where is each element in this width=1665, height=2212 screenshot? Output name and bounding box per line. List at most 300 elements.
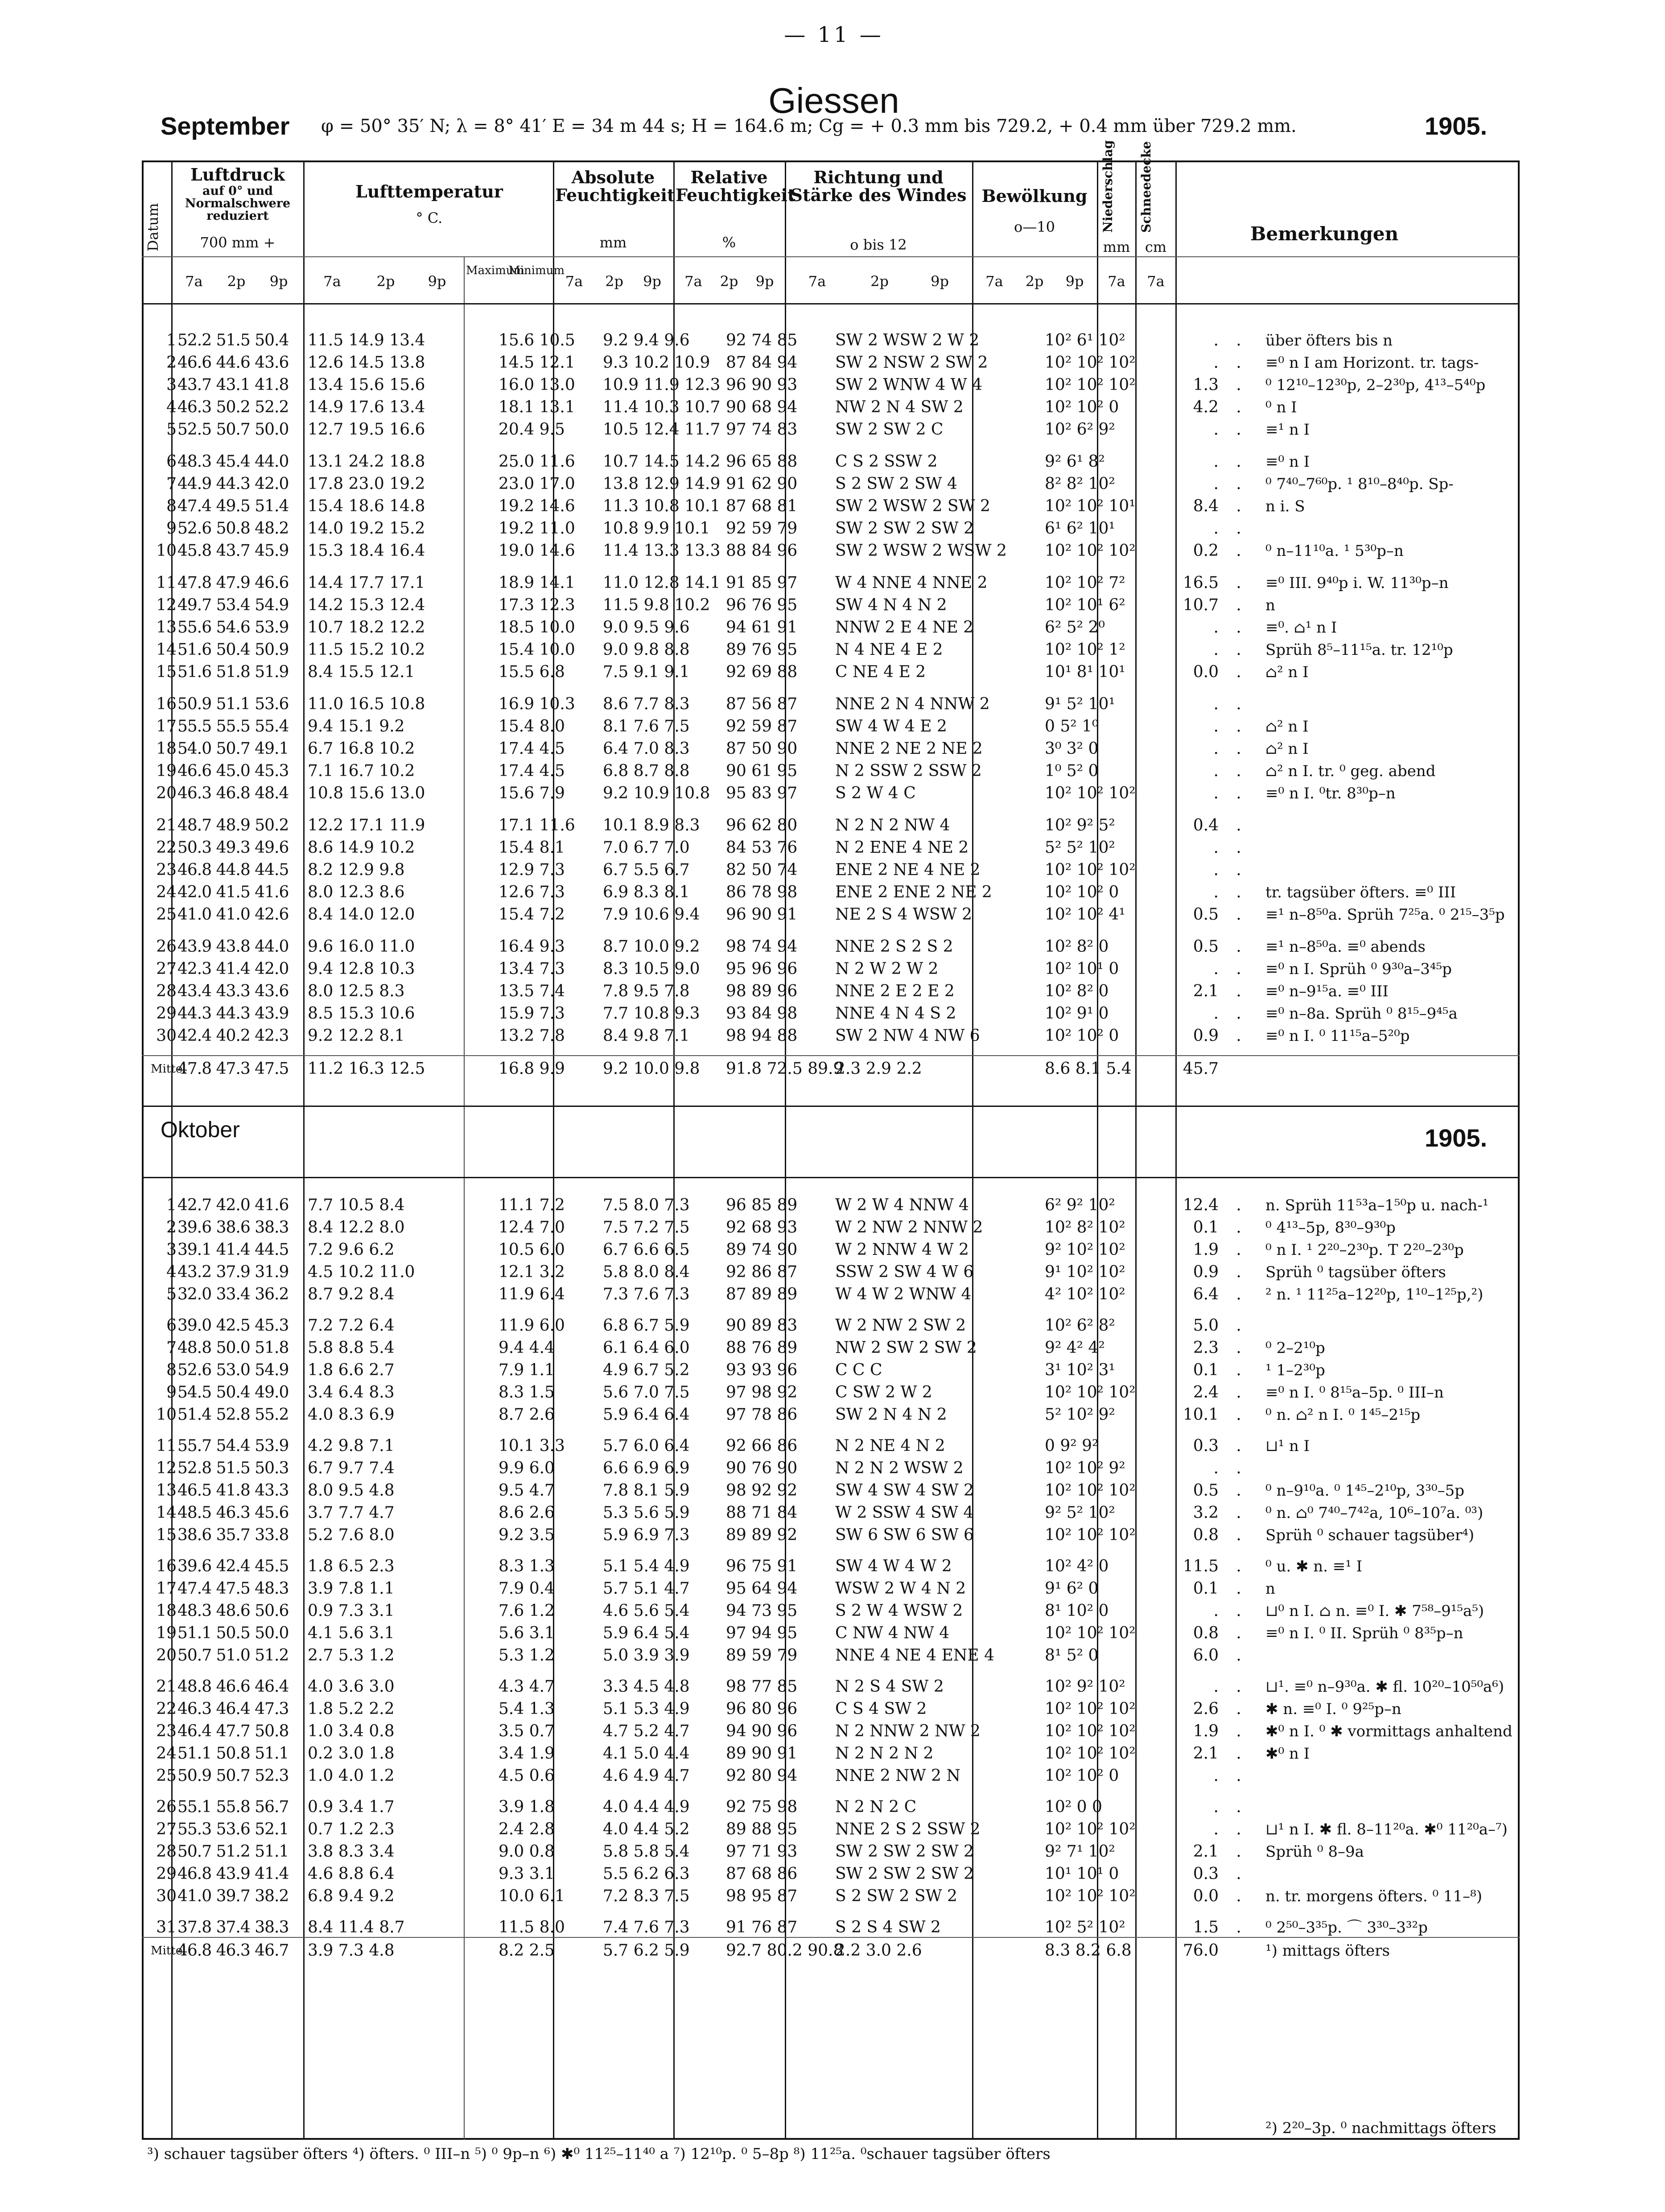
cloud-cell: 10² 10² 10² <box>1045 1481 1136 1500</box>
precip-cell: 6.0 <box>1193 1646 1219 1665</box>
pressure-cell: 52.6 50.8 48.2 <box>177 519 289 538</box>
precip-cell: 4.2 <box>1193 398 1219 416</box>
max-min-cell: 15.9 7.3 <box>499 1004 565 1023</box>
rel-humidity-cell: 92 59 79 <box>726 519 798 538</box>
remarks-cell: ⁰ n I. ¹ 2²⁰–2³⁰p. T 2²⁰–2³⁰p <box>1265 1241 1464 1259</box>
pressure-cell: 55.1 55.8 56.7 <box>177 1798 289 1816</box>
abs-humidity-cell: 6.9 8.3 8.1 <box>603 883 690 901</box>
remarks-cell: ⁰ u. ✱ n. ≡¹ I <box>1265 1558 1363 1575</box>
rel-humidity-cell: 92 66 86 <box>726 1437 798 1455</box>
day-cell: 1 <box>166 1196 177 1214</box>
cloud-cell: 10² 10² 9² <box>1045 1459 1125 1477</box>
wind-cell: S 2 S 4 SW 2 <box>835 1918 941 1937</box>
day-cell: 26 <box>156 1798 177 1816</box>
day-cell: 30 <box>156 1027 177 1045</box>
station-coordinates: φ = 50° 35′ N; λ = 8° 41′ E = 34 m 44 s; H = 164.6 m; Cg = + 0.3 mm bis 729.2, + 0.4 mm über 729.2 mm. <box>321 116 1297 136</box>
hour-7a: 7a <box>185 273 203 290</box>
pressure-cell: 44.3 44.3 43.9 <box>177 1004 289 1023</box>
max-min-cell: 9.4 4.4 <box>499 1339 555 1357</box>
remarks-cell: ⁰ n I <box>1265 399 1297 416</box>
max-min-cell: 12.6 7.3 <box>499 883 565 901</box>
header-temperature-unit: ° C. <box>416 210 443 226</box>
precip-cell: 2.1 <box>1193 1842 1219 1861</box>
snow-cell: . <box>1236 497 1241 515</box>
remarks-cell: ¹) mittags öfters <box>1265 1942 1390 1960</box>
rel-humidity-cell: 94 73 95 <box>726 1602 798 1620</box>
remarks-cell: n <box>1265 1580 1275 1598</box>
snow-cell: . <box>1236 1602 1241 1620</box>
rel-humidity-cell: 88 84 96 <box>726 542 798 560</box>
snow-cell: . <box>1236 1196 1241 1214</box>
temperature-cell: 1.0 3.4 0.8 <box>308 1722 395 1740</box>
temperature-cell: 10.8 15.6 13.0 <box>308 784 425 802</box>
precip-cell: 2.6 <box>1193 1700 1219 1718</box>
wind-cell: W 2 SSW 4 SW 4 <box>835 1504 974 1522</box>
remarks-cell: ⁰ 4¹³–5p, 8³⁰–9³⁰p <box>1265 1219 1396 1237</box>
rel-humidity-cell: 98 89 96 <box>726 982 798 1000</box>
abs-humidity-cell: 9.0 9.8 8.8 <box>603 641 690 659</box>
snow-cell: . <box>1236 1865 1241 1883</box>
max-min-cell: 7.9 0.4 <box>499 1579 555 1598</box>
day-cell: 8 <box>166 497 177 515</box>
day-cell: 15 <box>156 1526 177 1544</box>
precip-cell: 0.3 <box>1193 1437 1219 1455</box>
month-september: September <box>161 112 290 140</box>
temperature-cell: 9.4 15.1 9.2 <box>308 717 405 736</box>
max-min-cell: 9.3 3.1 <box>499 1865 555 1883</box>
max-min-cell: 8.3 1.5 <box>499 1383 555 1402</box>
day-cell: 27 <box>156 1820 177 1838</box>
day-cell: 11 <box>156 1437 177 1455</box>
temperature-cell: 8.5 15.3 10.6 <box>308 1004 415 1023</box>
rel-humidity-cell: 98 77 85 <box>726 1678 798 1696</box>
precip-cell: . <box>1213 861 1219 879</box>
rel-humidity-cell: 92 68 93 <box>726 1218 798 1237</box>
abs-humidity-cell: 7.9 10.6 9.4 <box>603 905 700 924</box>
snow-cell: . <box>1236 1678 1241 1696</box>
abs-humidity-cell: 8.4 9.8 7.1 <box>603 1027 690 1045</box>
abs-humidity-cell: 9.2 10.0 9.8 <box>603 1060 700 1078</box>
precip-cell: . <box>1213 784 1219 802</box>
pressure-cell: 50.9 50.7 52.3 <box>177 1767 289 1785</box>
remarks-cell: ⁰ 2⁵⁰–3³⁵p. ⌒ 3³⁰–3³²p <box>1265 1919 1428 1937</box>
precip-cell: 10.1 <box>1183 1406 1219 1424</box>
cloud-cell: 9² 7¹ 10² <box>1045 1842 1115 1861</box>
abs-humidity-cell: 7.7 10.8 9.3 <box>603 1004 700 1023</box>
temperature-cell: 4.6 8.8 6.4 <box>308 1865 395 1883</box>
day-cell: 23 <box>156 1722 177 1740</box>
day-cell: 28 <box>156 1842 177 1861</box>
temperature-cell: 3.9 7.3 4.8 <box>308 1941 395 1960</box>
temperature-cell: 13.4 15.6 15.6 <box>308 376 425 394</box>
remarks-cell: ⁰ n. ⌂⁰ 7⁴⁰–7⁴²a, 10⁶–10⁷a. ⁰³) <box>1265 1504 1484 1522</box>
abs-humidity-cell: 9.2 9.4 9.6 <box>603 331 690 349</box>
temperature-cell: 11.2 16.3 12.5 <box>308 1060 425 1078</box>
wind-cell: SW 2 WNW 4 W 4 <box>835 376 983 394</box>
snow-cell: . <box>1236 1526 1241 1544</box>
snow-cell: . <box>1236 618 1241 637</box>
wind-cell: N 2 ENE 4 NE 2 <box>835 839 969 857</box>
precip-cell: . <box>1213 883 1219 901</box>
cloud-cell: 10² 10² 10² <box>1045 1624 1136 1642</box>
table-row <box>142 1055 1520 1082</box>
snow-cell: . <box>1236 398 1241 416</box>
pressure-cell: 51.4 52.8 55.2 <box>177 1406 289 1424</box>
hour-7a: 7a <box>684 273 702 290</box>
cloud-cell: 10² 10² 10² <box>1045 1744 1136 1763</box>
max-min-cell: 8.7 2.6 <box>499 1406 555 1424</box>
wind-cell: N 2 NE 4 N 2 <box>835 1437 945 1455</box>
day-cell: 4 <box>166 1263 177 1281</box>
day-cell: 9 <box>166 1383 177 1402</box>
remarks-cell: ≡⁰ n I am Horizont. tr. tags- <box>1265 354 1479 372</box>
pressure-cell: 52.5 50.7 50.0 <box>177 420 289 439</box>
hour-2p: 2p <box>227 273 246 290</box>
pressure-cell: 50.7 51.0 51.2 <box>177 1646 289 1665</box>
temperature-cell: 0.2 3.0 1.8 <box>308 1744 395 1763</box>
abs-humidity-cell: 5.3 5.6 5.9 <box>603 1504 690 1522</box>
rel-humidity-cell: 97 78 86 <box>726 1406 798 1424</box>
rel-humidity-cell: 90 89 83 <box>726 1316 798 1335</box>
pressure-cell: 39.0 42.5 45.3 <box>177 1316 289 1335</box>
precip-cell: 0.8 <box>1193 1624 1219 1642</box>
wind-cell: W 2 NW 2 SW 2 <box>835 1316 966 1335</box>
wind-cell: SW 4 W 4 W 2 <box>835 1557 952 1575</box>
max-min-cell: 23.0 17.0 <box>499 475 575 493</box>
wind-cell: N 2 W 2 W 2 <box>835 960 939 978</box>
remarks-cell: Sprüh ⁰ tagsüber öfters <box>1265 1263 1446 1281</box>
temperature-cell: 4.0 3.6 3.0 <box>308 1678 395 1696</box>
rel-humidity-cell: 98 94 88 <box>726 1027 798 1045</box>
rel-humidity-cell: 96 65 88 <box>726 452 798 471</box>
max-min-cell: 8.2 2.5 <box>499 1941 555 1960</box>
cloud-cell: 10² 8² 10² <box>1045 1218 1125 1237</box>
wind-cell: C SW 2 W 2 <box>835 1383 932 1402</box>
station-title: Giessen <box>768 81 899 120</box>
abs-humidity-cell: 5.1 5.4 4.9 <box>603 1557 690 1575</box>
day-cell: 6 <box>166 452 177 471</box>
max-min-cell: 13.4 7.3 <box>499 960 565 978</box>
rel-humidity-cell: 96 62 80 <box>726 816 798 835</box>
wind-cell: NNE 4 NE 4 ENE 4 <box>835 1646 995 1665</box>
snow-cell: . <box>1236 861 1241 879</box>
pressure-cell: 55.7 54.4 53.9 <box>177 1437 289 1455</box>
wind-cell: SW 2 NW 4 NW 6 <box>835 1027 980 1045</box>
snow-cell: . <box>1236 1241 1241 1259</box>
max-min-cell: 9.5 4.7 <box>499 1481 555 1500</box>
wind-cell: C S 4 SW 2 <box>835 1700 927 1718</box>
snow-cell: . <box>1236 1504 1241 1522</box>
snow-cell: . <box>1236 1646 1241 1665</box>
snow-cell: . <box>1236 376 1241 394</box>
max-min-cell: 18.1 13.1 <box>499 398 575 416</box>
cloud-cell: 9² 5² 10² <box>1045 1504 1115 1522</box>
abs-humidity-cell: 3.3 4.5 4.8 <box>603 1678 690 1696</box>
day-cell: 18 <box>156 1602 177 1620</box>
remarks-cell: n. Sprüh 11⁵³a–1⁵⁰p u. nach-¹ <box>1265 1196 1489 1214</box>
rel-humidity-cell: 96 76 95 <box>726 596 798 614</box>
cloud-cell: 10² 10² 1² <box>1045 641 1125 659</box>
wind-cell: SW 4 N 4 N 2 <box>835 596 947 614</box>
snow-cell: . <box>1236 982 1241 1000</box>
pressure-cell: 54.0 50.7 49.1 <box>177 740 289 758</box>
day-cell: 29 <box>156 1865 177 1883</box>
abs-humidity-cell: 10.7 14.5 14.2 <box>603 452 721 471</box>
temperature-cell: 12.7 19.5 16.6 <box>308 420 425 439</box>
table-row <box>142 1763 1520 1789</box>
abs-humidity-cell: 5.9 6.4 6.4 <box>603 1406 690 1424</box>
remarks-cell: ⌂² n I <box>1265 718 1309 736</box>
max-min-cell: 16.9 10.3 <box>499 695 575 713</box>
abs-humidity-cell: 5.9 6.9 7.3 <box>603 1526 690 1544</box>
hour-9p: 9p <box>931 273 949 290</box>
pressure-cell: 51.6 51.8 51.9 <box>177 663 289 681</box>
hour-7a: 7a <box>323 273 341 290</box>
max-min-cell: 3.4 1.9 <box>499 1744 555 1763</box>
day-cell: 19 <box>156 1624 177 1642</box>
max-min-cell: 19.2 14.6 <box>499 497 575 515</box>
precip-cell: 6.4 <box>1193 1285 1219 1303</box>
precip-cell: 0.8 <box>1193 1526 1219 1544</box>
remarks-cell: ⁰ n–11¹⁰a. ¹ 5³⁰p–n <box>1265 542 1404 560</box>
max-min-cell: 11.9 6.0 <box>499 1316 565 1335</box>
temperature-cell: 8.7 9.2 8.4 <box>308 1285 395 1303</box>
wind-cell: C NW 4 NW 4 <box>835 1624 950 1642</box>
wind-cell: N 4 NE 4 E 2 <box>835 641 943 659</box>
max-min-cell: 10.5 6.0 <box>499 1241 565 1259</box>
cloud-cell: 10² 10² 10¹ <box>1045 497 1136 515</box>
rel-humidity-cell: 89 89 92 <box>726 1526 798 1544</box>
precip-cell: . <box>1213 475 1219 493</box>
temperature-cell: 13.1 24.2 18.8 <box>308 452 425 471</box>
max-min-cell: 15.4 8.0 <box>499 717 565 736</box>
day-cell: 7 <box>166 1339 177 1357</box>
day-cell: 21 <box>156 816 177 835</box>
month-october: Oktober <box>161 1117 240 1142</box>
pressure-cell: 46.6 44.6 43.6 <box>177 354 289 372</box>
precip-cell: . <box>1213 1767 1219 1785</box>
max-min-cell: 5.6 3.1 <box>499 1624 555 1642</box>
cloud-cell: 10² 10² 10² <box>1045 784 1136 802</box>
header-rel-humidity-unit: % <box>722 234 736 251</box>
hour-2p: 2p <box>376 273 395 290</box>
wind-cell: W 2 W 4 NNW 4 <box>835 1196 969 1214</box>
max-min-cell: 16.0 13.0 <box>499 376 575 394</box>
snow-cell: . <box>1236 475 1241 493</box>
snow-cell: . <box>1236 542 1241 560</box>
snow-cell: . <box>1236 574 1241 592</box>
rel-humidity-cell: 97 98 92 <box>726 1383 798 1402</box>
rel-humidity-cell: 87 84 94 <box>726 354 798 372</box>
section-line <box>142 1106 1520 1107</box>
rel-humidity-cell: 89 88 95 <box>726 1820 798 1838</box>
day-cell: 30 <box>156 1887 177 1905</box>
wind-cell: 2.2 3.0 2.6 <box>835 1941 922 1960</box>
temperature-cell: 17.8 23.0 19.2 <box>308 475 425 493</box>
temperature-cell: 8.4 12.2 8.0 <box>308 1218 405 1237</box>
remarks-cell: ⌂² n I <box>1265 663 1309 681</box>
max-min-cell: 19.2 11.0 <box>499 519 575 538</box>
cloud-cell: 10² 6² 9² <box>1045 420 1115 439</box>
temperature-cell: 12.6 14.5 13.8 <box>308 354 425 372</box>
header-remarks: Bemerkungen <box>1250 223 1399 245</box>
wind-cell: NNE 2 S 2 S 2 <box>835 937 953 956</box>
header-rel-humidity: Relative Feuchtigkeit <box>676 167 795 205</box>
temperature-cell: 3.8 8.3 3.4 <box>308 1842 395 1861</box>
rel-humidity-cell: 92 69 88 <box>726 663 798 681</box>
snow-cell: . <box>1236 1918 1241 1937</box>
cloud-cell: 9² 10² 10² <box>1045 1241 1125 1259</box>
year-label: 1905. <box>1425 112 1488 140</box>
snow-cell: . <box>1236 1263 1241 1281</box>
day-cell: 26 <box>156 937 177 956</box>
rel-humidity-cell: 91.8 72.5 89.9 <box>726 1060 844 1078</box>
precip-cell: 0.4 <box>1193 816 1219 835</box>
cloud-cell: 8.3 8.2 6.8 <box>1045 1941 1132 1960</box>
temperature-cell: 10.7 18.2 12.2 <box>308 618 425 637</box>
pressure-cell: 47.8 47.3 47.5 <box>177 1060 289 1078</box>
header-pressure: Luftdruck <box>190 164 285 185</box>
snow-cell: . <box>1236 1437 1241 1455</box>
temperature-cell: 11.5 15.2 10.2 <box>308 641 425 659</box>
max-min-cell: 19.0 14.6 <box>499 542 575 560</box>
abs-humidity-cell: 5.6 7.0 7.5 <box>603 1383 690 1402</box>
remarks-cell: ≡⁰ n–9¹⁵a. ≡⁰ III <box>1265 983 1389 1000</box>
wind-cell: N 2 N 2 NW 4 <box>835 816 950 835</box>
temperature-cell: 0.9 3.4 1.7 <box>308 1798 395 1816</box>
day-cell: 24 <box>156 1744 177 1763</box>
wind-cell: SW 6 SW 6 SW 6 <box>835 1526 974 1544</box>
max-min-cell: 12.1 3.2 <box>499 1263 565 1281</box>
cloud-cell: 10² 10² 10² <box>1045 1887 1136 1905</box>
max-min-cell: 25.0 11.6 <box>499 452 575 471</box>
precip-cell: . <box>1213 331 1219 349</box>
rel-humidity-cell: 93 93 96 <box>726 1361 798 1379</box>
precip-cell: . <box>1213 717 1219 736</box>
pressure-cell: 50.9 51.1 53.6 <box>177 695 289 713</box>
snow-cell: . <box>1236 717 1241 736</box>
abs-humidity-cell: 4.1 5.0 4.4 <box>603 1744 690 1763</box>
wind-cell: NNE 2 S 2 SSW 2 <box>835 1820 981 1838</box>
snow-cell: . <box>1236 1481 1241 1500</box>
remarks-cell: ⊔¹ n I. ✱ fl. 8–11²⁰a. ✱⁰ 11²⁰a–⁷) <box>1265 1821 1508 1838</box>
rel-humidity-cell: 92 74 85 <box>726 331 798 349</box>
rel-humidity-cell: 96 85 89 <box>726 1196 798 1214</box>
day-cell: 12 <box>156 596 177 614</box>
abs-humidity-cell: 10.1 8.9 8.3 <box>603 816 700 835</box>
day-cell: 28 <box>156 982 177 1000</box>
max-min-cell: 10.0 6.1 <box>499 1887 565 1905</box>
temperature-cell: 14.2 15.3 12.4 <box>308 596 425 614</box>
header-max: Maximum <box>466 264 525 277</box>
abs-humidity-cell: 7.3 7.6 7.3 <box>603 1285 690 1303</box>
footnote-2 <box>142 2115 1520 2141</box>
hour-2p: 2p <box>720 273 738 290</box>
day-cell: Mittel <box>151 1062 186 1076</box>
snow-cell: . <box>1236 1406 1241 1424</box>
precip-cell: 2.1 <box>1193 982 1219 1000</box>
precip-cell: 8.4 <box>1193 497 1219 515</box>
remarks-cell: ≡¹ n–8⁵⁰a. ≡⁰ abends <box>1265 938 1426 956</box>
rel-humidity-cell: 82 50 74 <box>726 861 798 879</box>
day-cell: 20 <box>156 1646 177 1665</box>
snow-cell: . <box>1236 1459 1241 1477</box>
snow-cell: . <box>1236 905 1241 924</box>
wind-cell: SW 2 WSW 2 SW 2 <box>835 497 990 515</box>
pressure-cell: 39.6 38.6 38.3 <box>177 1218 289 1237</box>
day-cell: 1 <box>166 331 177 349</box>
wind-cell: C S 2 SSW 2 <box>835 452 938 471</box>
wind-cell: WSW 2 W 4 N 2 <box>835 1579 966 1598</box>
pressure-cell: 49.7 53.4 54.9 <box>177 596 289 614</box>
pressure-cell: 46.4 47.7 50.8 <box>177 1722 289 1740</box>
pressure-cell: 46.8 44.8 44.5 <box>177 861 289 879</box>
remarks-cell: ⁰ 12¹⁰–12³⁰p, 2–2³⁰p, 4¹³–5⁴⁰p <box>1265 376 1486 394</box>
pressure-cell: 45.8 43.7 45.9 <box>177 542 289 560</box>
wind-cell: ENE 2 ENE 2 NE 2 <box>835 883 992 901</box>
pressure-cell: 52.2 51.5 50.4 <box>177 331 289 349</box>
rel-humidity-cell: 97 71 93 <box>726 1842 798 1861</box>
cloud-cell: 10² 5² 10² <box>1045 1918 1125 1937</box>
pressure-cell: 46.3 46.4 47.3 <box>177 1700 289 1718</box>
snow-cell: . <box>1236 1361 1241 1379</box>
temperature-cell: 14.0 19.2 15.2 <box>308 519 425 538</box>
precip-cell: 11.5 <box>1183 1557 1219 1575</box>
wind-cell: NNE 2 E 2 E 2 <box>835 982 955 1000</box>
cloud-cell: 10¹ 10¹ 0 <box>1045 1865 1119 1883</box>
day-cell: 25 <box>156 1767 177 1785</box>
remarks-cell: ≡⁰ n I. ⁰ II. Sprüh ⁰ 8³⁵p–n <box>1265 1624 1463 1642</box>
wind-cell: SW 2 SW 2 SW 2 <box>835 1865 974 1883</box>
cloud-cell: 10² 0 0 <box>1045 1798 1102 1816</box>
precip-cell: . <box>1213 354 1219 372</box>
remarks-cell: ⊔¹. ≡⁰ n–9³⁰a. ✱ fl. 10²⁰–10⁵⁰a⁶) <box>1265 1678 1504 1696</box>
cloud-cell: 10² 10² 0 <box>1045 398 1119 416</box>
precip-cell: 0.3 <box>1193 1865 1219 1883</box>
remarks-cell: ≡¹ n I <box>1265 421 1310 439</box>
cloud-cell: 8¹ 5² 0 <box>1045 1646 1099 1665</box>
rel-humidity-cell: 87 50 90 <box>726 740 798 758</box>
day-cell: 9 <box>166 519 177 538</box>
rel-humidity-cell: 91 76 87 <box>726 1918 798 1937</box>
abs-humidity-cell: 11.4 10.3 10.7 <box>603 398 721 416</box>
snow-cell: . <box>1236 1798 1241 1816</box>
day-cell: 2 <box>166 1218 177 1237</box>
remarks-cell: ✱ n. ≡⁰ I. ⁰ 9²⁵p–n <box>1265 1700 1401 1718</box>
abs-humidity-cell: 8.7 10.0 9.2 <box>603 937 700 956</box>
cloud-cell: 9¹ 10² 10² <box>1045 1263 1125 1281</box>
wind-cell: SW 2 WSW 2 W 2 <box>835 331 980 349</box>
max-min-cell: 16.8 9.9 <box>499 1060 565 1078</box>
precip-cell: 1.9 <box>1193 1241 1219 1259</box>
day-cell: 29 <box>156 1004 177 1023</box>
temperature-cell: 12.2 17.1 11.9 <box>308 816 425 835</box>
snow-cell: . <box>1236 937 1241 956</box>
max-min-cell: 17.4 4.5 <box>499 740 565 758</box>
cloud-cell: 10² 10² 0 <box>1045 1767 1119 1785</box>
abs-humidity-cell: 5.7 6.0 6.4 <box>603 1437 690 1455</box>
rel-humidity-cell: 87 68 86 <box>726 1865 798 1883</box>
temperature-cell: 4.2 9.8 7.1 <box>308 1437 395 1455</box>
abs-humidity-cell: 7.5 9.1 9.1 <box>603 663 690 681</box>
pressure-cell: 47.8 47.9 46.6 <box>177 574 289 592</box>
pressure-cell: 51.1 50.8 51.1 <box>177 1744 289 1763</box>
precip-cell: . <box>1213 839 1219 857</box>
rel-humidity-cell: 89 76 95 <box>726 641 798 659</box>
day-cell: 12 <box>156 1459 177 1477</box>
remarks-cell: n i. S <box>1265 497 1305 515</box>
remarks-cell: ⁰ n. ⌂² n I. ⁰ 1⁴⁵–2¹⁵p <box>1265 1406 1421 1424</box>
